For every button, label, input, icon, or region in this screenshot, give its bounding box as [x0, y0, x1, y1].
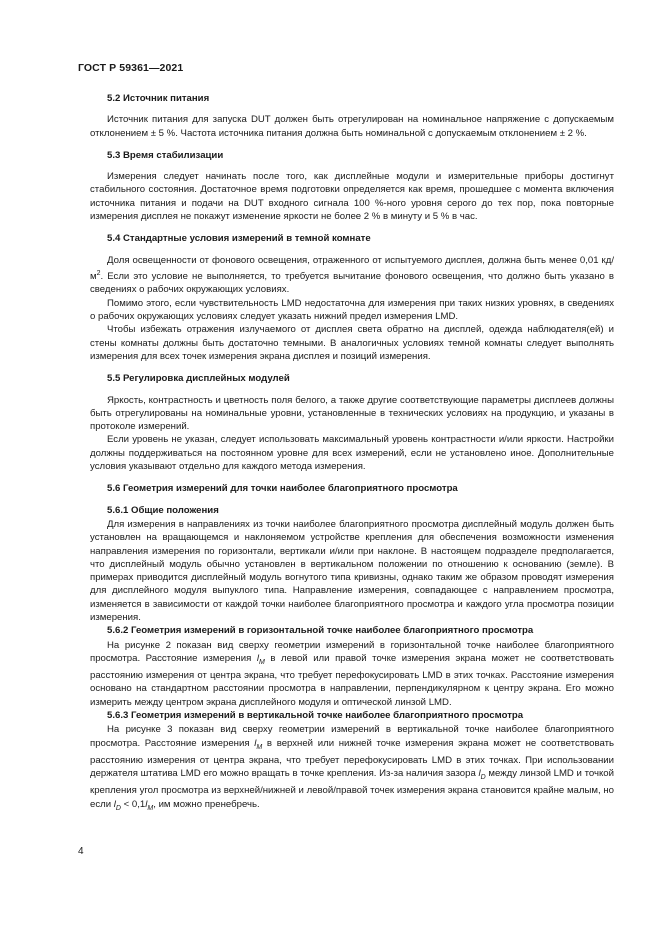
section-5-4-paragraph-2: Помимо этого, если чувствительность LMD недостаточна для измерения при таких низких уровнях, в сведениях о рабочих окружающих условиях следует указать нижний предел измерения LMD. — [90, 297, 614, 323]
section-5-5-paragraph-2: Если уровень не указан, следует использовать максимальный уровень контрастности и/или яркости. Настройки должны поддерживаться на постоянном уровне для всех измерений, если не установлено иное. Дополнительные условия указывают отдельно для каждого метода измерения. — [90, 434, 614, 473]
standard-header: ГОСТ Р 59361—2021 — [78, 62, 184, 74]
section-5-6-2-heading: 5.6.2 Геометрия измерений в горизонтальной точке наиболее благоприятного просмотра — [107, 625, 534, 637]
section-5-6-heading: 5.6 Геометрия измерений для точки наиболее благоприятного просмотра — [107, 483, 458, 495]
section-5-3-heading: 5.3 Время стабилизации — [107, 149, 224, 161]
section-5-2-heading: 5.2 Источник питания — [107, 93, 210, 104]
section-5-5-paragraph-1: Яркость, контрастность и цветность поля белого, а также другие соответствующие параметры дисплеев должны быть отрегулированы на номинальные уровни, установленные в технических условиях на продукцию, и указаны в протоколе измерений. — [90, 394, 614, 433]
section-5-4-paragraph-1: Доля освещенности от фонового освещения, отраженного от испытуемого дисплея, должна быть менее 0,01 $кд/м^2$. Если это условие не выполняется, то требуется вычитание фонового освещения, что должно быть указано в сведениях о рабочих окружающих условиях. — [90, 254, 614, 296]
section-5-4-paragraph-3: Чтобы избежать отражения излучаемого от дисплея света обратно на дисплей, одежда наблюдателя(ей) и стены комнаты должны быть достаточно темными. В аналогичных условиях темной комнаты следует выполнять измерения для всех точек измерения экрана дисплея и позиций измерения. — [90, 324, 614, 362]
section-5-3-paragraph: Измерения следует начинать после того, как дисплейные модули и измерительные приборы достигнут стабильного состояния. Достаточное время подготовки определяется как время, прошедшее с момента включения источника питания и подачи на DUT входного сигнала 100 %-ного уровня серого до тех пор, пока повторные измерения дисплея не покажут изменение яркости не более 2 % в минуту и 5 % в час. — [90, 171, 614, 223]
section-5-5-heading: 5.5 Регулировка дисплейных модулей — [107, 373, 290, 385]
section-5-2-paragraph: Источник питания для запуска DUT должен быть отрегулирован на номинальное напряжение с допускаемым отклонением ± 5 %. Частота источника питания должна быть номинальной с допускаемым отклонением ± 2 %. — [90, 114, 614, 139]
section-5-6-3-heading: 5.6.3 Геометрия измерений в вертикальной точке наиболее благоприятного просмотра — [107, 709, 524, 721]
section-5-6-1-heading: 5.6.1 Общие положения — [107, 504, 219, 516]
section-5-4-heading: 5.4 Стандартные условия измерений в темной комнате — [107, 233, 371, 245]
section-5-6-1-paragraph: Для измерения в направлениях из точки наиболее благоприятного просмотра дисплейный модуль должен быть установлен на вращающемся и наклоняемом устройстве крепления для обеспечения возможности изменения направления измерения по горизонтали, вертикали и/или при наклоне. В настоящем подразделе предполагается, что дисплейный модуль обычно установлен в вертикальном положении по отношению к основанию (земле). В примерах приводится дисплейный модуль вогнутого типа кривизны, однако таким же образом проводят измерения для дисплейного модуля выпуклого типа. Направление измерения, совпадающее с направлением просмотра, изменяется в зависимости от каждой точки наиболее благоприятного просмотра и каждого угла просмотра позиции измерения. — [90, 518, 614, 623]
section-5-6-3-paragraph: На рисунке 3 показан вид сверху геометрии измерений в вертикальной точке наиболее благоприятного просмотра. Расстояние измерения $l_M$ в верхней или нижней точке измерения экрана может не соответствовать расстоянию измерения от центра экрана, что требует перефокусировать LMD в этих точках. При использовании держателя штатива LMD его можно вращать в точке крепления. Из-за наличия зазора $l_D$ между линзой LMD и точкой крепления угол просмотра из верхней/нижней и левой/правой точек измерения экрана становится крайне малым, но если $l_D < 0,1l_M$, им можно пренебречь. — [90, 724, 614, 812]
section-5-6-2-paragraph: На рисунке 2 показан вид сверху геометрии измерений в горизонтальной точке наиболее благоприятного просмотра. Расстояние измерения $l_M$ в левой или правой точке измерения экрана может не соответствовать расстоянию измерения от центра экрана, что требует перефокусировать LMD в этих точках. Расстояние измерения основано на стандартном расстоянии просмотра в направлении, перпендикулярном к центру экрана. Его можно измерить между центром экрана дисплейного модуля и оптической линзой LMD. — [90, 639, 614, 708]
page-number: 4 — [78, 846, 84, 857]
page-content — [90, 92, 614, 815]
